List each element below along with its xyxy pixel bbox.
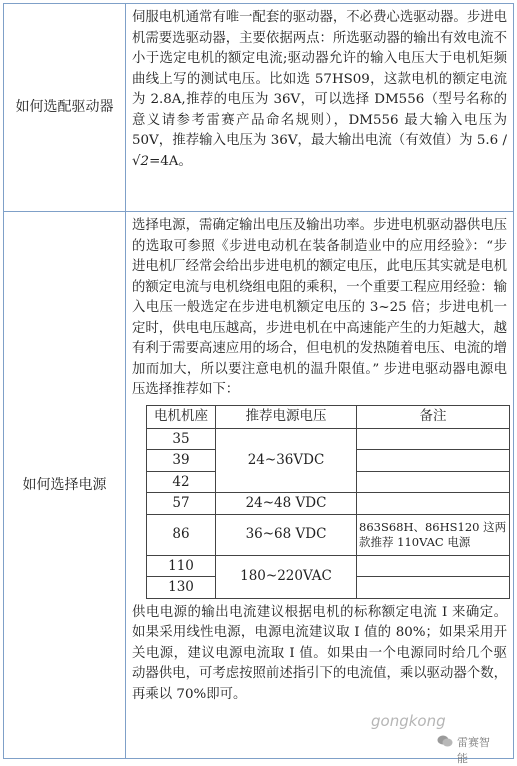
- table-row: [147, 514, 510, 555]
- wechat-icon: [437, 734, 453, 748]
- table-row: [147, 493, 510, 515]
- frame-cell: 57: [147, 493, 216, 515]
- row-body-driver: [126, 4, 513, 211]
- voltage-cell: 24~36VDC: [216, 428, 357, 493]
- header-note: 备注: [357, 405, 510, 428]
- row-driver-selection: [4, 4, 513, 212]
- frame-cell: 86: [147, 514, 216, 555]
- driver-paragraph: [132, 8, 507, 172]
- watermark-brand: 雷赛智能: [457, 736, 490, 765]
- row-body-power: [126, 212, 513, 758]
- content-table: [3, 3, 514, 759]
- note-cell: [357, 555, 510, 577]
- frame-cell: 39: [147, 450, 216, 472]
- frame-cell: 110: [147, 555, 216, 577]
- note-cell: [357, 577, 510, 599]
- note-cell: [357, 450, 510, 472]
- frame-cell: 35: [147, 428, 216, 450]
- note-cell-86: 863S68H、86HS120 这两款推荐 110VAC 电源: [357, 514, 510, 555]
- row-label-power: 如何选择电源: [4, 212, 126, 758]
- voltage-table: [146, 405, 510, 599]
- note-cell: [357, 471, 510, 493]
- header-frame: 电机机座: [147, 405, 216, 428]
- header-voltage: 推荐电源电压: [216, 405, 357, 428]
- voltage-cell: 36~68 VDC: [216, 514, 357, 555]
- row-label-driver: 如何选配驱动器: [4, 4, 126, 211]
- table-header-row: [147, 405, 510, 428]
- watermark: [371, 712, 499, 765]
- driver-text-end: =4A。: [149, 153, 192, 169]
- frame-cell: 42: [147, 471, 216, 493]
- note-cell: [357, 428, 510, 450]
- driver-text: 伺服电机通常有唯一配套的驱动器，不必费心选驱动器。步进电机需要选驱动器，主要依据两点：所选驱动器的输出有效电流不小于选定电机的额定电流;驱动器允许的输入电压大于电机矩频曲线上写的测试电压。比如选 57HS09，这款电机的额定电流为 2.8A,推荐的电压为 36V，可以选择 DM556（型号名称的意义请参考雷赛产品命名规则），DM556 最大输入电压为 50V，推荐输入电压为 36V，最大输出电流（有效值）为 5.6 /: [132, 10, 507, 148]
- power-outro: 供电电源的输出电流建议根据电机的标称额定电流 I 来确定。如果采用线性电源，电源电流建议取 I 值的 80%；如果采用开关电源，建议电源电流取 I 值。如果由一个电源同时给几个驱动器供电，可考虑按照前述指引下的电流值，乘以驱动器个数，再乘以 70%即可。: [132, 604, 507, 702]
- frame-cell: 130: [147, 577, 216, 599]
- note-cell: [357, 493, 510, 515]
- table-row: [147, 428, 510, 450]
- sqrt-two: √2: [132, 153, 150, 169]
- row-power-selection: [4, 212, 513, 758]
- voltage-cell: 24~48 VDC: [216, 493, 357, 515]
- power-intro: 选择电源，需确定输出电压及输出功率。步进电机驱动器供电压的选取可参照《步进电动机在装备制造业中的应用经验》：“步进电机厂经常会给出步进电机的额定电压，此电压其实就是电机的额定电流与电机绕组电阻的乘积，一个重要工程应用经验：输入电压一般选定在步进电机额定电压的 3~25 倍；步进电机一定时，供电电压越高，步进电机在中高速能产生的力矩越大，越有利于需要高速应用的场合，但电机的发热随着电压、电流的增加而加大，所以要注意电机的温升限值。” 步进电驱动器电源电压选择推荐如下：: [132, 218, 507, 397]
- voltage-cell: 180~220VAC: [216, 555, 357, 598]
- watermark-site: gongkong: [371, 712, 446, 730]
- table-row: [147, 555, 510, 577]
